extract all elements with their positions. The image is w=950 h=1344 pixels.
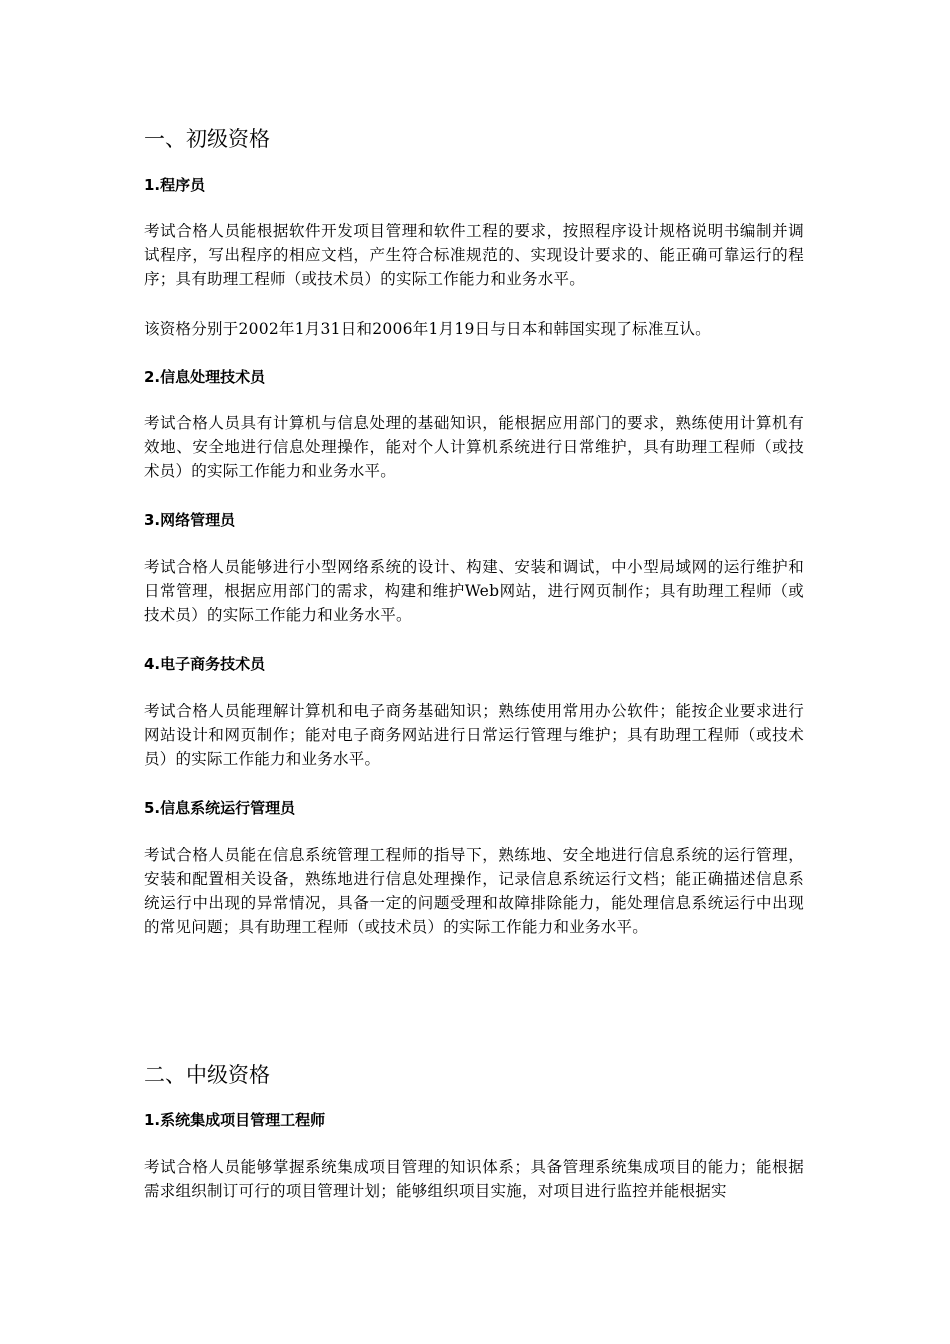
item-title-info-system-operations-admin: 5.信息系统运行管理员 <box>144 799 296 817</box>
item-title-system-integration-pm: 1.系统集成项目管理工程师 <box>144 1111 326 1129</box>
item-title-ecommerce-technician: 4.电子商务技术员 <box>144 655 266 673</box>
item-title-info-processing-technician: 2.信息处理技术员 <box>144 368 266 386</box>
paragraph-network-administrator: 考试合格人员能够进行小型网络系统的设计、构建、安装和调试，中小型局域网的运行维护和日常管理，根据应用部门的需求，构建和维护Web网站，进行网页制作；具有助理工程师（或技术员）的实际工作能力和业务水平。 <box>144 558 804 624</box>
paragraph-system-integration-pm: 考试合格人员能够掌握系统集成项目管理的知识体系；具备管理系统集成项目的能力；能根据需求组织制订可行的项目管理计划；能够组织项目实施，对项目进行监控并能根据实 <box>144 1158 804 1200</box>
item-title-programmer: 1.程序员 <box>144 176 206 194</box>
paragraph-info-processing-technician: 考试合格人员具有计算机与信息处理的基础知识，能根据应用部门的要求，熟练使用计算机有效地、安全地进行信息处理操作，能对个人计算机系统进行日常维护，具有助理工程师（或技术员）的实际工作能力和业务水平。 <box>144 414 804 480</box>
paragraph-programmer-mutual-recognition: 该资格分别于2002年1月31日和2006年1月19日与日本和韩国实现了标准互认。 <box>144 320 711 338</box>
paragraph-ecommerce-technician: 考试合格人员能理解计算机和电子商务基础知识；熟练使用常用办公软件；能按企业要求进行网站设计和网页制作；能对电子商务网站进行日常运行管理与维护；具有助理工程师（或技术员）的实际工作能力和业务水平。 <box>144 702 804 768</box>
paragraph-info-system-operations-admin: 考试合格人员能在信息系统管理工程师的指导下，熟练地、安全地进行信息系统的运行管理，安装和配置相关设备，熟练地进行信息处理操作，记录信息系统运行文档；能正确描述信息系统运行中出现的异常情况，具备一定的问题受理和故障排除能力，能处理信息系统运行中出现的常见问题；具有助理工程师（或技术员）的实际工作能力和业务水平。 <box>144 846 804 936</box>
section-heading-intermediate: 二、中级资格 <box>144 1063 270 1087</box>
section-heading-junior: 一、初级资格 <box>144 127 270 151</box>
item-title-network-administrator: 3.网络管理员 <box>144 511 236 529</box>
paragraph-programmer-desc: 考试合格人员能根据软件开发项目管理和软件工程的要求，按照程序设计规格说明书编制并调试程序，写出程序的相应文档，产生符合标准规范的、实现设计要求的、能正确可靠运行的程序；具有助理工程师（或技术员）的实际工作能力和业务水平。 <box>144 222 804 288</box>
